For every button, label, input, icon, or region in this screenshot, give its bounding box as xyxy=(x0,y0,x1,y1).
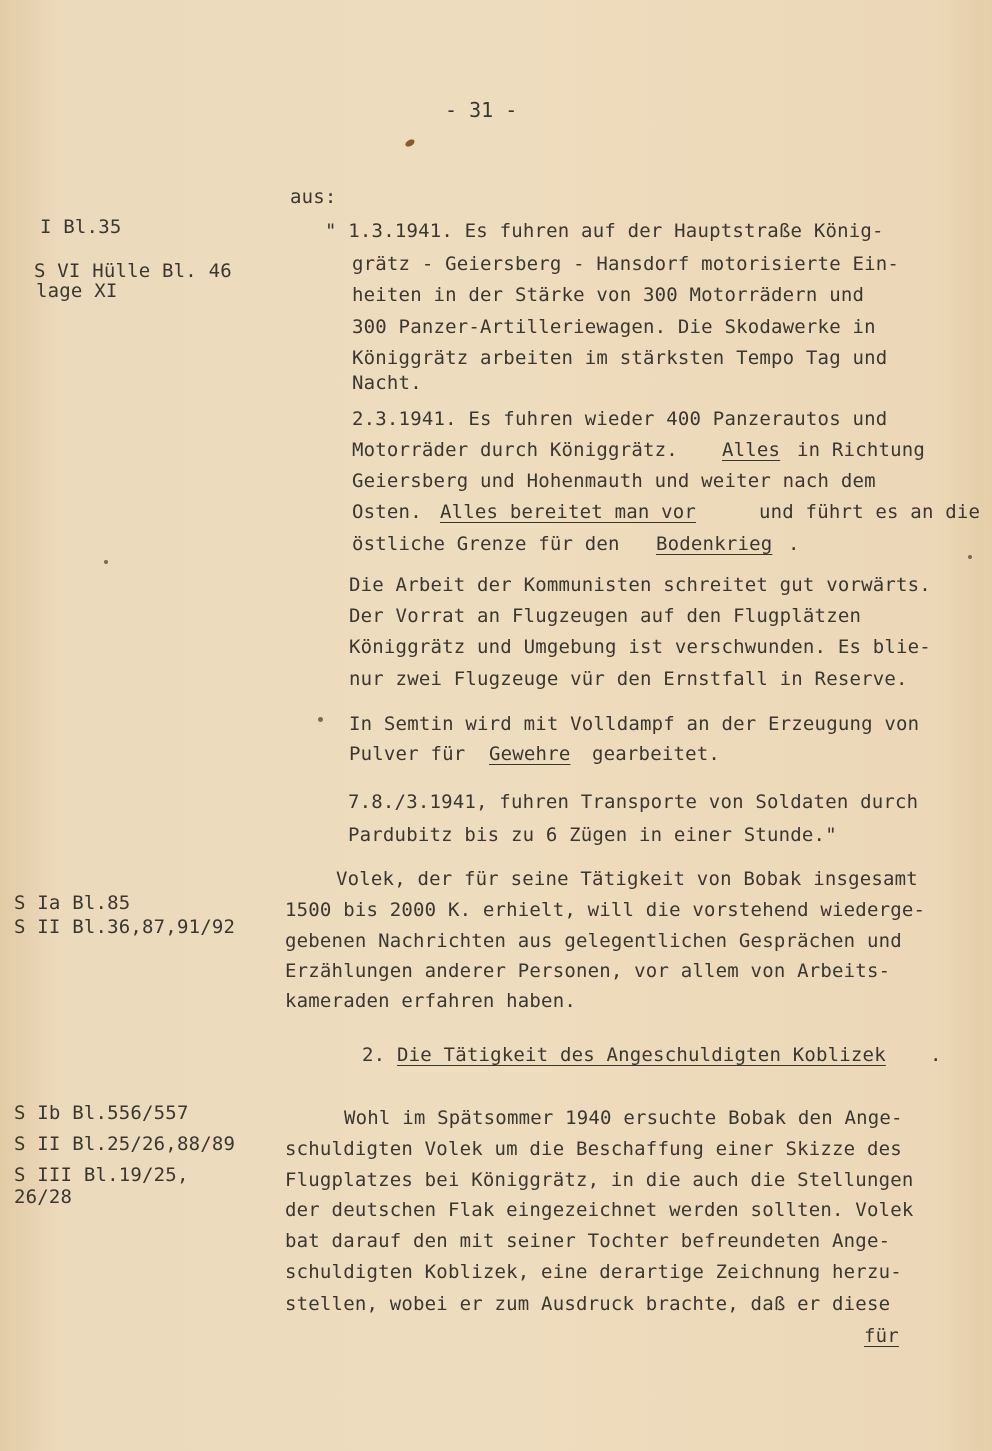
text-line: Flugplatzes bei Königgrätz, in die auch die Stellungen xyxy=(285,1169,914,1191)
text-line: Osten. xyxy=(352,501,422,523)
margin-note: I Bl.35 xyxy=(40,216,122,238)
text-line: schuldigten Koblizek, eine derartige Zeichnung herzu- xyxy=(285,1261,902,1283)
text-line: 300 Panzer-Artilleriewagen. Die Skodawerke in xyxy=(352,316,876,338)
text-line: östliche Grenze für den xyxy=(352,533,620,555)
text-line: gebenen Nachrichten aus gelegentlichen Gesprächen und xyxy=(285,930,902,952)
text-line: Motorräder durch Königgrätz. xyxy=(352,439,678,461)
margin-note: S Ia Bl.85 xyxy=(14,892,131,914)
text-line-underlined: Alles xyxy=(722,439,781,461)
catchword: für xyxy=(864,1325,899,1347)
page-number: - 31 - xyxy=(445,98,518,122)
text-line: nur zwei Flugzeuge vür den Ernstfall in Reserve. xyxy=(349,668,908,690)
text-line: Erzählungen anderer Personen, vor allem von Arbeits- xyxy=(285,960,891,982)
text-line: heiten in der Stärke von 300 Motorrädern und xyxy=(352,284,865,306)
margin-note: S III Bl.19/25, xyxy=(14,1164,189,1186)
text-line: Die Arbeit der Kommunisten schreitet gut vorwärts. xyxy=(349,574,931,596)
text-line: Pardubitz bis zu 6 Zügen in einer Stunde." xyxy=(348,824,837,846)
text-line: stellen, wobei er zum Ausdruck brachte, daß er diese xyxy=(285,1293,891,1315)
bullet-mark xyxy=(318,717,323,722)
section-heading: Die Tätigkeit des Angeschuldigten Koblizek xyxy=(397,1044,886,1066)
text-line: . xyxy=(930,1044,942,1066)
text-line: Geiersberg und Hohenmauth und weiter nach dem xyxy=(352,470,876,492)
text-line: 7.8./3.1941, fuhren Transporte von Soldaten durch xyxy=(348,791,919,813)
text-line-underlined: Alles bereitet man vor xyxy=(440,501,697,523)
margin-note: S II Bl.36,87,91/92 xyxy=(14,916,236,938)
margin-note: S II Bl.25/26,88/89 xyxy=(14,1133,236,1155)
text-line: grätz - Geiersberg - Hansdorf motorisierte Ein- xyxy=(352,253,900,275)
text-line: Königgrätz arbeiten im stärksten Tempo Tag und xyxy=(352,347,888,369)
text-line: In Semtin wird mit Volldampf an der Erzeugung von xyxy=(349,713,920,735)
text-line-underlined: Bodenkrieg xyxy=(656,533,773,555)
text-line: und führt es an die xyxy=(759,501,981,523)
text-line: gearbeitet. xyxy=(592,743,721,765)
text-line: Königgrätz und Umgebung ist verschwunden. Es blie- xyxy=(349,636,931,658)
text-line: in Richtung xyxy=(797,439,926,461)
text-line: kameraden erfahren haben. xyxy=(285,990,576,1012)
section-number: 2. xyxy=(362,1044,386,1066)
text-line-underlined: Gewehre xyxy=(489,743,571,765)
text-line: schuldigten Volek um die Beschaffung einer Skizze des xyxy=(285,1138,902,1160)
text-line: Wohl im Spätsommer 1940 ersuchte Bobak den Ange- xyxy=(344,1107,903,1129)
text-line: Nacht. xyxy=(352,372,422,394)
text-line: 1500 bis 2000 K. erhielt, will die vorstehend wiederge- xyxy=(285,899,926,921)
paper-spot xyxy=(104,560,108,564)
margin-note: 26/28 xyxy=(14,1186,73,1208)
margin-note: S VI Hülle Bl. 46 xyxy=(34,260,232,282)
margin-note: lage XI xyxy=(36,280,118,302)
text-line: 2.3.1941. Es fuhren wieder 400 Panzerautos und xyxy=(352,408,888,430)
text-line: der deutschen Flak eingezeichnet werden sollten. Volek xyxy=(285,1199,914,1221)
text-line: Volek, der für seine Tätigkeit von Bobak insgesamt xyxy=(336,868,918,890)
ink-fleck xyxy=(404,138,416,148)
text-line: bat darauf den mit seiner Tochter befreundeten Ange- xyxy=(285,1230,891,1252)
paper-spot xyxy=(968,555,972,559)
margin-note: S Ib Bl.556/557 xyxy=(14,1102,189,1124)
text-line: aus: xyxy=(290,186,337,208)
text-line: Der Vorrat an Flugzeugen auf den Flugplätzen xyxy=(349,605,862,627)
text-line: " 1.3.1941. Es fuhren auf der Hauptstraße König- xyxy=(325,220,884,242)
text-line: Pulver für xyxy=(349,743,466,765)
text-line: . xyxy=(788,533,800,555)
